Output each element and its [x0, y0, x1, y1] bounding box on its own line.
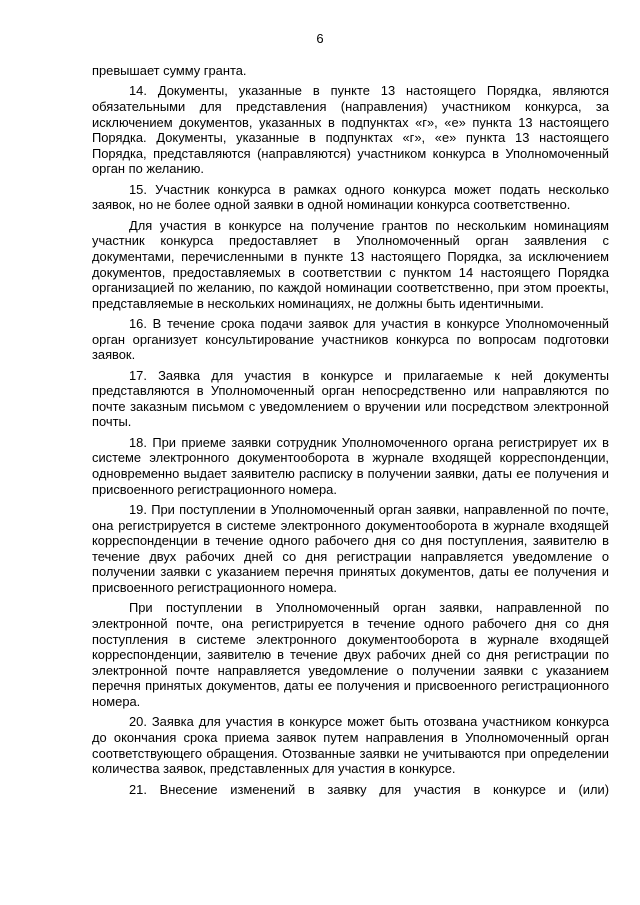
paragraph-multiple-nominations: Для участия в конкурсе на получение грантов по нескольким номинациям участник конкурса предоставляет в Уполномоченный орган заявления с документами, перечисленными в пункте 13 настоящего Порядка, за исключением документов, предоставляемых в соответствии с пунктом 14 настоящего Порядка организацией по желанию, по каждой номинации соответственно, при этом проекты, представляемые в нескольких номинациях, не должны быть идентичными.: [92, 217, 609, 311]
paragraph-item-20: 20. Заявка для участия в конкурсе может быть отозвана участником конкурса до окончания срока приема заявок путем направления в Уполномоченный орган соответствующего обращения. Отозванные заявки не учитываются при определении количества заявок, представленных для участия в конкурсе.: [92, 714, 609, 777]
paragraph-item-19: 19. При поступлении в Уполномоченный орган заявки, направленной по почте, она регистрируется в системе электронного документооборота в журнале входящей корреспонденции в течение одного рабочего дня со дня поступления, заявителю в течение двух рабочих дней со дня регистрации направляется уведомление о получении заявки с указанием перечня принятых документов, даты ее получения и присвоенного регистрационного номера.: [92, 502, 609, 595]
paragraph-continuation: превышает сумму гранта.: [92, 63, 247, 78]
paragraph-item-17: 17. Заявка для участия в конкурсе и прилагаемые к ней документы представляются в Уполномоченный орган непосредственно или направляются по почте заказным письмом с уведомлением о вручении или посредством электронной почты.: [92, 367, 609, 430]
paragraph-item-18: 18. При приеме заявки сотрудник Уполномоченного органа регистрирует их в системе электронного документооборота в журнале входящей корреспонденции, одновременно выдает заявителю расписку в получении заявки, даты ее получения и присвоенного регистрационного номера.: [92, 434, 609, 497]
paragraph-item-15: 15. Участник конкурса в рамках одного конкурса может подать несколько заявок, но не более одной заявки в одной номинации конкурса соответственно.: [92, 181, 609, 213]
paragraph-item-21: 21. Внесение изменений в заявку для участия в конкурсе и (или): [129, 781, 609, 797]
paragraph-item-16: 16. В течение срока подачи заявок для участия в конкурсе Уполномоченный орган организует консультирование участников конкурса по вопросам подготовки заявок.: [92, 316, 609, 363]
page-number: 6: [316, 31, 324, 46]
paragraph-email-submission: При поступлении в Уполномоченный орган заявки, направленной по электронной почте, она регистрируется в течение одного рабочего дня со дня поступления в системе электронного документооборота в журнале входящей корреспонденции, заявителю в течение двух рабочих дней со дня регистрации по электронной почте направляется уведомление о получении заявки с указанием перечня принятых документов, даты ее получения и присвоенного регистрационного номера.: [92, 600, 609, 709]
document-body: [92, 63, 609, 797]
paragraph-item-14: 14. Документы, указанные в пункте 13 настоящего Порядка, являются обязательными для представления (направления) участником конкурса, за исключением документов, указанных в подпунктах «г», «е» пункта 13 настоящего Порядка. Документы, указанные в подпунктах «г», «е» пункта 13 настоящего Порядка, представляются (направляются) участником конкурса в Уполномоченный орган по желанию.: [92, 83, 609, 177]
